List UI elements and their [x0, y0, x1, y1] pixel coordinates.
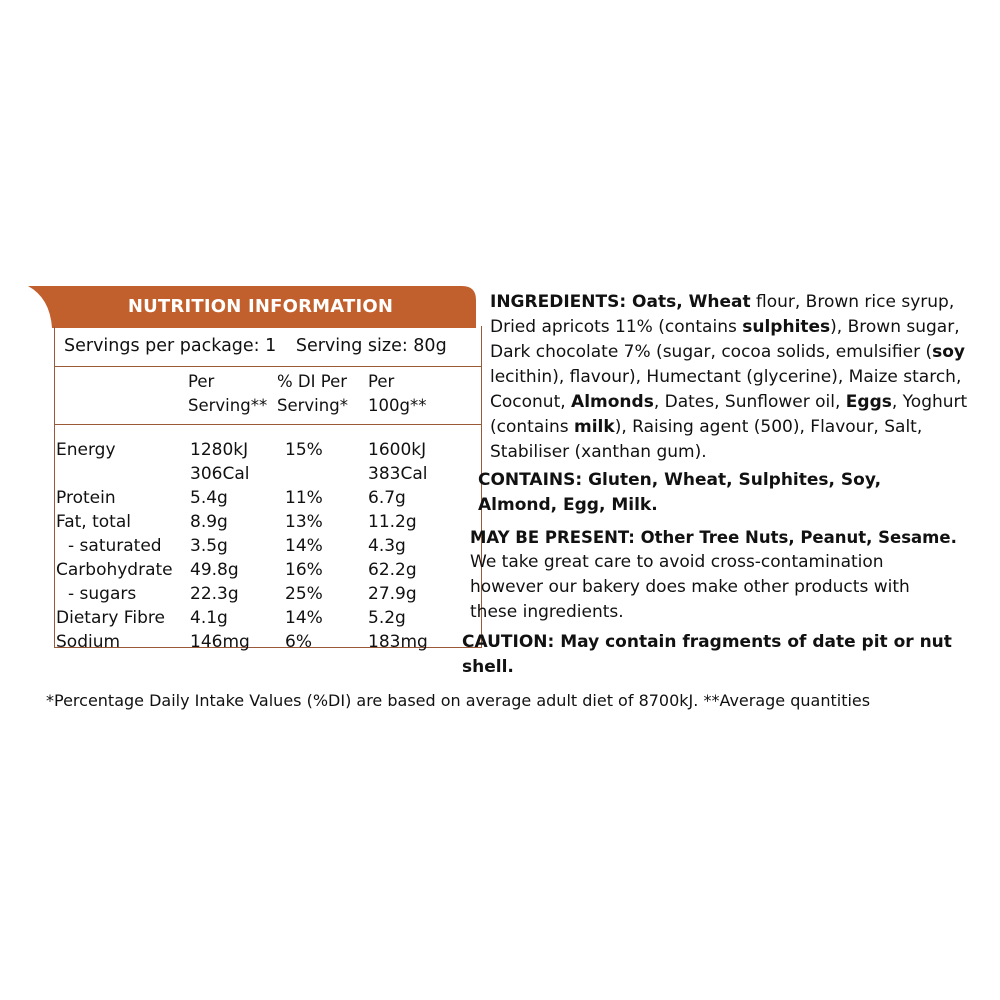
nutrition-panel [28, 286, 476, 666]
col-head-line: Per [188, 372, 215, 391]
row-name: Protein [56, 488, 116, 508]
row-di: 14% [285, 536, 323, 556]
row-name: Energy [56, 440, 116, 460]
row-di: 25% [285, 584, 323, 604]
caution-statement: CAUTION: May contain fragments of date pit or nut shell. [462, 632, 952, 677]
row-di: 16% [285, 560, 323, 580]
row-serving: 8.9g [190, 512, 228, 532]
row-di: 11% [285, 488, 323, 508]
row-name: Dietary Fibre [56, 608, 165, 628]
servings-per-package: Servings per package: 1 [64, 336, 277, 356]
col-head-line: Serving* [277, 396, 348, 415]
row-name: Fat, total [56, 512, 131, 532]
ingredients-heading: INGREDIENTS: Oats, Wheat [490, 292, 751, 312]
servings-line [64, 336, 447, 356]
col-head-line: Per [368, 372, 395, 391]
ingredients-text: , Dates, Sunflower oil, [653, 392, 846, 412]
row-serving: 3.5g [190, 536, 228, 556]
allergen-sulphites: sulphites [742, 317, 831, 337]
row-per100: 383Cal [368, 464, 428, 484]
row-serving: 306Cal [190, 464, 250, 484]
ingredients-text: , Yoghurt (contains [490, 392, 968, 437]
ingredients-text: ), Raising agent (500), Flavour, Salt, Stabiliser (xanthan gum). [490, 417, 923, 462]
row-serving: 5.4g [190, 488, 228, 508]
row-serving: 4.1g [190, 608, 228, 628]
row-per100: 6.7g [368, 488, 406, 508]
cross-contamination-note: We take great care to avoid cross-contamination however our bakery does make other products with these ingredients. [470, 552, 910, 622]
nutrition-banner [28, 286, 476, 328]
table-rule [54, 424, 482, 425]
row-di: 6% [285, 632, 312, 652]
row-per100: 27.9g [368, 584, 417, 604]
row-serving: 1280kJ [190, 440, 249, 460]
row-per100: 11.2g [368, 512, 417, 532]
col-head-line: Serving** [188, 396, 268, 415]
col-head-line: 100g** [368, 396, 427, 415]
col-head-di [277, 370, 348, 418]
row-per100: 183mg [368, 632, 428, 652]
header-rule [54, 366, 482, 367]
ingredients-text: flour, Brown rice syrup, Dried apricots 11% (contains [490, 292, 955, 337]
row-serving: 49.8g [190, 560, 239, 580]
row-per100: 4.3g [368, 536, 406, 556]
row-name: Sodium [56, 632, 121, 652]
ingredients-paragraph [490, 290, 980, 465]
row-name: - saturated [68, 536, 162, 556]
row-per100: 5.2g [368, 608, 406, 628]
row-di: 15% [285, 440, 323, 460]
ingredients-text: ), Brown sugar, Dark chocolate 7% (sugar, cocoa solids, emulsifier ( [490, 317, 960, 362]
row-serving: 22.3g [190, 584, 239, 604]
row-di: 14% [285, 608, 323, 628]
may-be-present-block [470, 525, 985, 625]
row-name: Carbohydrate [56, 560, 173, 580]
row-serving: 146mg [190, 632, 250, 652]
footnote: *Percentage Daily Intake Values (%DI) are based on average adult diet of 8700kJ. **Average quantities [46, 691, 871, 710]
allergen-soy: soy [932, 342, 965, 362]
row-per100: 62.2g [368, 560, 417, 580]
row-di: 13% [285, 512, 323, 532]
allergen-milk: milk [574, 417, 615, 437]
contains-statement: CONTAINS: Gluten, Wheat, Sulphites, Soy, Almond, Egg, Milk. [478, 470, 882, 515]
ingredients-text: lecithin), flavour), Humectant (glycerine), Maize starch, Coconut, [490, 367, 962, 412]
serving-size: Serving size: 80g [295, 336, 447, 356]
col-head-per-serving [188, 370, 267, 418]
row-name: - sugars [68, 584, 137, 604]
col-head-line: % DI Per [277, 372, 348, 391]
row-per100: 1600kJ [368, 440, 427, 460]
nutrition-title: NUTRITION INFORMATION [127, 296, 394, 317]
allergen-eggs: Eggs [845, 392, 892, 412]
may-be-present-heading: MAY BE PRESENT: Other Tree Nuts, Peanut, Sesame. [470, 528, 957, 547]
allergen-almonds: Almonds [571, 392, 654, 412]
col-head-per-100g [368, 370, 426, 418]
